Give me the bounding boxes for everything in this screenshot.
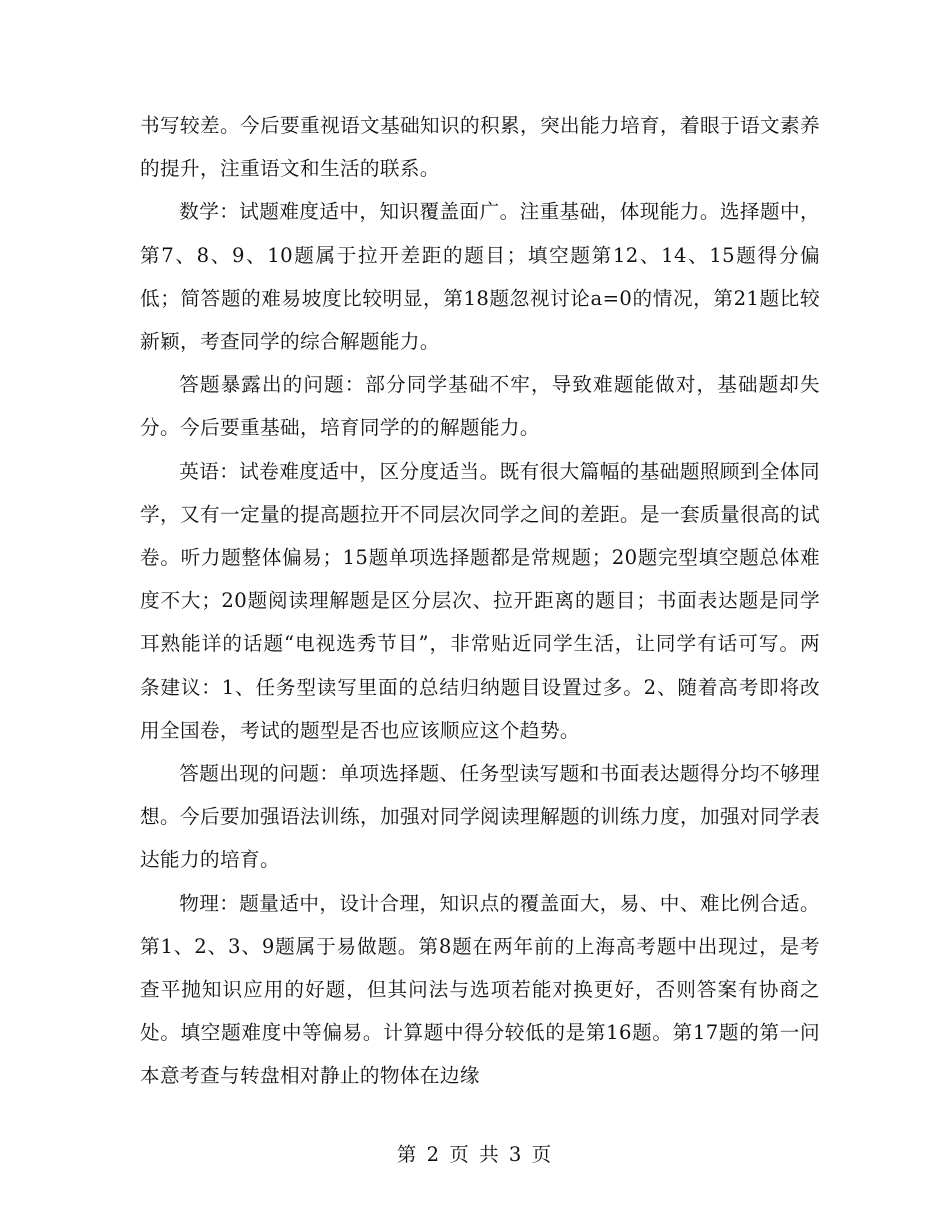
document-body: [140, 104, 820, 1098]
paragraph-2: 数学：试题难度适中，知识覆盖面广。注重基础，体现能力。选择题中，第7、8、9、10题属于拉开差距的题目；填空题第12、14、15题得分偏低；简答题的难易坡度比较明显，第18题忽视讨论a=0的情况，第21题比较新颖，考查同学的综合解题能力。: [140, 200, 820, 354]
paragraph-3: 答题暴露出的问题：部分同学基础不牢，导致难题能做对，基础题却失分。今后要重基础，培育同学的的解题能力。: [140, 373, 820, 440]
page-number-footer: 第 2 页 共 3 页: [396, 1143, 554, 1166]
paragraph-5: 答题出现的问题：单项选择题、任务型读写题和书面表达题得分均不够理想。今后要加强语法训练，加强对同学阅读理解题的训练力度，加强对同学表达能力的培育。: [140, 762, 820, 872]
paragraph-6: 物理：题量适中，设计合理，知识点的覆盖面大，易、中、难比例合适。第1、2、3、9题属于易做题。第8题在两年前的上海高考题中出现过，是考查平抛知识应用的好题，但其问法与选项若能对换更好，否则答案有协商之处。填空题难度中等偏易。计算题中得分较低的是第16题。第17题的第一问本意考查与转盘相对静止的物体在边缘: [140, 891, 820, 1088]
paragraph-1: 书写较差。今后要重视语文基础知识的积累，突出能力培育，着眼于语文素养的提升，注重语文和生活的联系。: [140, 114, 820, 181]
paragraph-4: 英语：试卷难度适中，区分度适当。既有很大篇幅的基础题照顾到全体同学，又有一定量的提高题拉开不同层次同学之间的差距。是一套质量很高的试卷。听力题整体偏易；15题单项选择题都是常规题；20题完型填空题总体难度不大；20题阅读理解题是区分层次、拉开距离的题目；书面表达题是同学耳熟能详的话题“电视选秀节目”，非常贴近同学生活，让同学有话可写。两条建议：1、任务型读写里面的总结归纳题目设置过多。2、随着高考即将改用全国卷，考试的题型是否也应该顺应这个趋势。: [140, 459, 820, 742]
